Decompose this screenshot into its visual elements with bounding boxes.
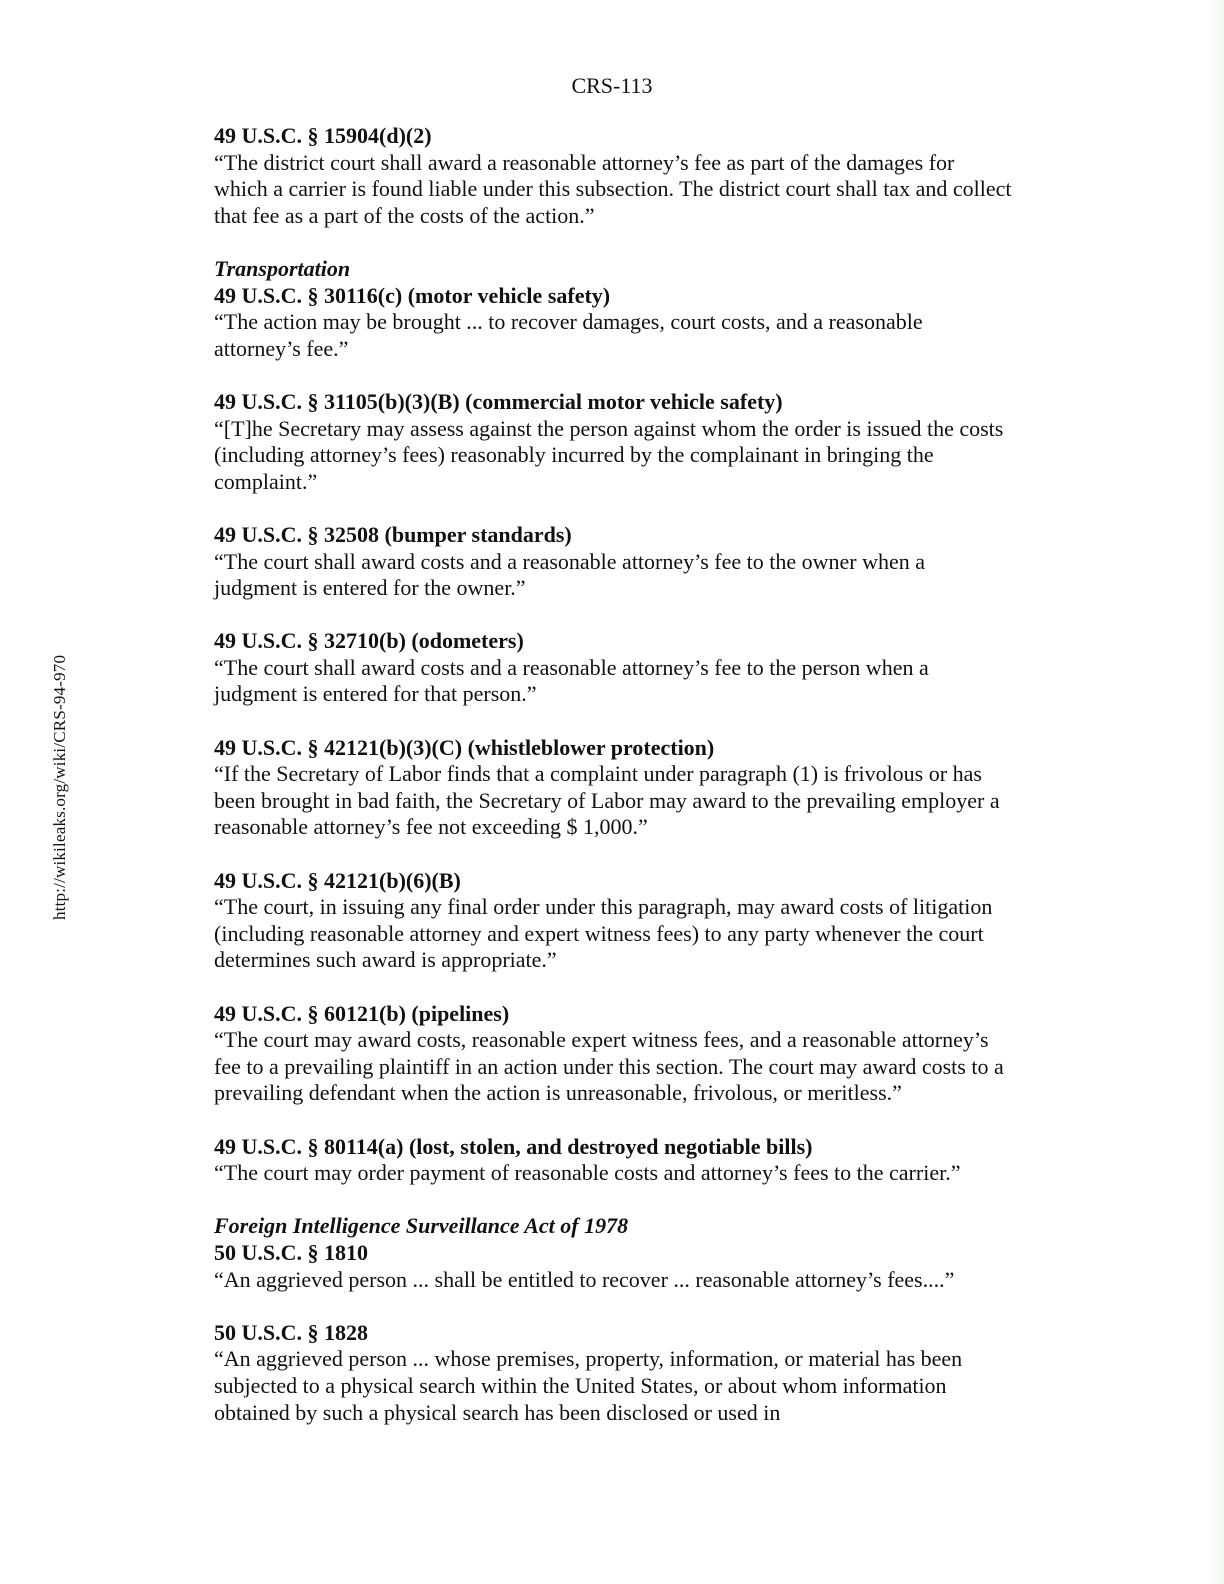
statute-quote: “If the Secretary of Labor finds that a complaint under paragraph (1) is frivolous or has been brought in bad faith, the Secretary of Labor may award to the prevailing employer a reasonable attorney’s fee not exceeding $ 1,000.” [214,761,1000,840]
statute-citation: 49 U.S.C. § 42121(b)(6)(B) [214,867,461,893]
statute-entry [214,735,1012,841]
statute-quote: “The court, in issuing any final order under this paragraph, may award costs of litigation (including reasonable attorney and expert witness fees) to any party whenever the court determines such award is appropriate.” [214,894,993,973]
statute-entry [214,1134,1012,1187]
statute-citation: 49 U.S.C. § 60121(b) (pipelines) [214,1000,510,1026]
statute-quote: “[T]he Secretary may assess against the person against whom the order is issued the costs (including attorney’s fees) reasonably incurred by the complainant in bringing the complaint.” [214,415,1004,494]
statute-citation: 49 U.S.C. § 31105(b)(3)(B) (commercial motor vehicle safety) [214,388,783,414]
statute-entry [214,522,1012,602]
category-heading: Transportation [214,255,351,281]
statute-citation: 49 U.S.C. § 42121(b)(3)(C) (whistleblower protection) [214,734,715,760]
statute-entry [214,1213,1012,1293]
statute-entry [214,123,1012,229]
statute-quote: “The court shall award costs and a reasonable attorney’s fee to the owner when a judgment is entered for the owner.” [214,548,926,601]
document-body [214,123,1012,1453]
statute-entry [214,1001,1012,1107]
statute-quote: “The court may award costs, reasonable expert witness fees, and a reasonable attorney’s fee to a prevailing plaintiff in an action under this section. The court may award costs to a prevailing defendant when the action is unreasonable, frivolous, or meritless.” [214,1027,1004,1106]
category-heading: Foreign Intelligence Surveillance Act of 1978 [214,1213,629,1239]
statute-quote: “The action may be brought ... to recover damages, court costs, and a reasonable attorney’s fee.” [214,309,923,361]
statute-citation: 49 U.S.C. § 32710(b) (odometers) [214,628,524,654]
statute-quote: “The court shall award costs and a reasonable attorney’s fee to the person when a judgment is entered for that person.” [214,654,929,707]
statute-entry [214,256,1012,362]
statute-entry [214,389,1012,495]
statute-citation: 50 U.S.C. § 1828 [214,1319,369,1345]
side-source-url: http://wikileaks.org/wiki/CRS-94-970 [50,654,69,920]
statute-quote: “An aggrieved person ... shall be entitled to recover ... reasonable attorney’s fees....” [214,1266,955,1292]
page-edge-shading [1210,0,1224,1584]
statute-quote: “The court may order payment of reasonable costs and attorney’s fees to the carrier.” [214,1160,961,1186]
statute-quote: “An aggrieved person ... whose premises, property, information, or material has been subjected to a physical search within the United States, or about whom information obtained by such a physical search has been disclosed or used in [214,1346,963,1425]
statute-citation: 49 U.S.C. § 15904(d)(2) [214,123,432,148]
statute-entry [214,868,1012,974]
statute-entry [214,1320,1012,1426]
page-number: CRS-113 [571,73,653,98]
statute-quote: “The district court shall award a reasonable attorney’s fee as part of the damages for which a carrier is found liable under this subsection. The district court shall tax and collect that fee as a part of the costs of the action.” [214,149,1012,228]
statute-entry [214,628,1012,708]
statute-citation: 50 U.S.C. § 1810 [214,1239,369,1265]
statute-citation: 49 U.S.C. § 30116(c) (motor vehicle safety) [214,282,611,308]
statute-citation: 49 U.S.C. § 32508 (bumper standards) [214,521,572,547]
statute-citation: 49 U.S.C. § 80114(a) (lost, stolen, and destroyed negotiable bills) [214,1133,813,1159]
